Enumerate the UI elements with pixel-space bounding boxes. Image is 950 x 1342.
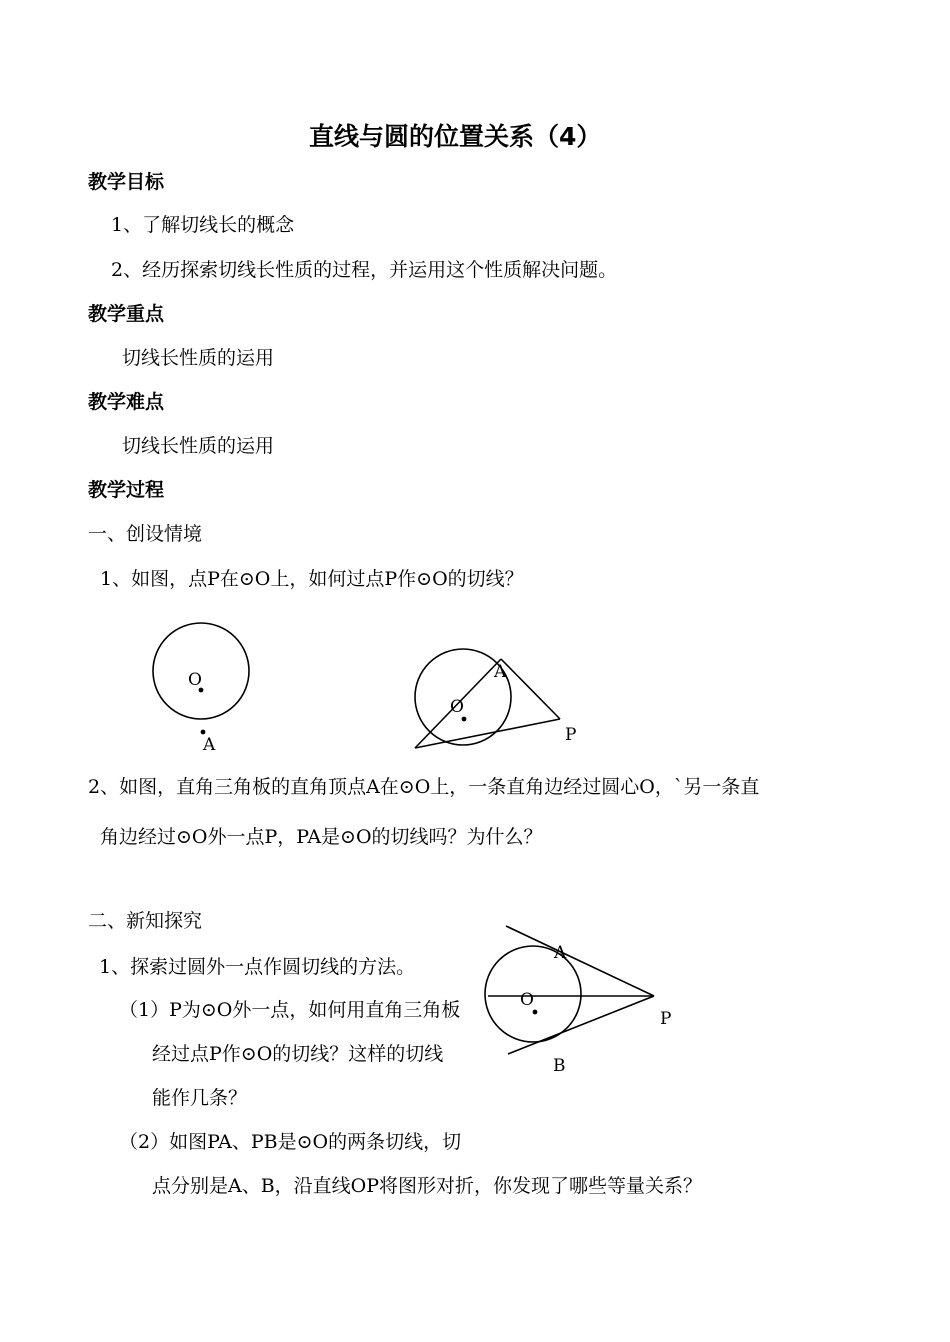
part1-question-2-line-1: 2、如图，直角三角板的直角顶点A在⊙O上，一条直角边经过圆心O，`另一条直 [88,776,760,798]
part2-sub2-line-1: （2）如图PA、PB是⊙O的两条切线，切 [119,1131,462,1153]
difficulty-text: 切线长性质的运用 [122,435,275,457]
figure-3-tangents [480,920,690,1080]
part1-question-2-line-2: 角边经过⊙O外一点P，PA是⊙O的切线吗？为什么？ [100,826,543,848]
figure-3-tangent-a-label: A [554,943,567,963]
part1-heading: 一、创设情境 [88,523,203,545]
figure-2-point-label: P [565,725,577,745]
part2-heading: 二、新知探究 [88,910,203,932]
figure-1-center-label: O [188,670,202,690]
difficulty-heading: 教学难点 [88,391,165,413]
process-heading: 教学过程 [88,479,165,501]
figure-3-center-label: O [520,990,534,1010]
figure-2-side-p [415,719,560,748]
part2-sub1-line-3: 能作几条？ [152,1087,248,1109]
figure-1-point-dot [201,730,206,735]
figure-2-center-dot [462,717,467,722]
goal-item-1: 1、了解切线长的概念 [111,214,295,236]
part1-question-1: 1、如图，点P在⊙O上，如何过点P作⊙O的切线？ [100,568,524,590]
part2-sub1-line-1: （1）P为⊙O外一点，如何用直角三角板 [119,999,461,1021]
figure-3-point-label: P [660,1009,672,1029]
figure-2-center-label: O [450,697,464,717]
part2-sub2-line-2: 点分别是A、B，沿直线OP将图形对折，你发现了哪些等量关系？ [152,1175,703,1197]
part2-item-1: 1、探索过圆外一点作圆切线的方法。 [99,956,416,978]
goal-item-2: 2、经历探索切线长性质的过程，并运用这个性质解决问题。 [111,259,618,281]
key-point-heading: 教学重点 [88,303,165,325]
goals-heading: 教学目标 [88,171,165,193]
figure-3-center-dot [533,1010,538,1015]
figure-1-point-label: A [203,735,216,755]
figure-2-vertex-label: A [494,662,507,682]
key-point-text: 切线长性质的运用 [122,347,275,369]
figure-1-circle [140,615,270,755]
figure-2-triangle [400,640,590,760]
part2-sub1-line-2: 经过点P作⊙O的切线？这样的切线 [152,1043,444,1065]
figure-3-tangent-b-label: B [553,1056,566,1076]
page-title: 直线与圆的位置关系（4） [309,122,602,151]
